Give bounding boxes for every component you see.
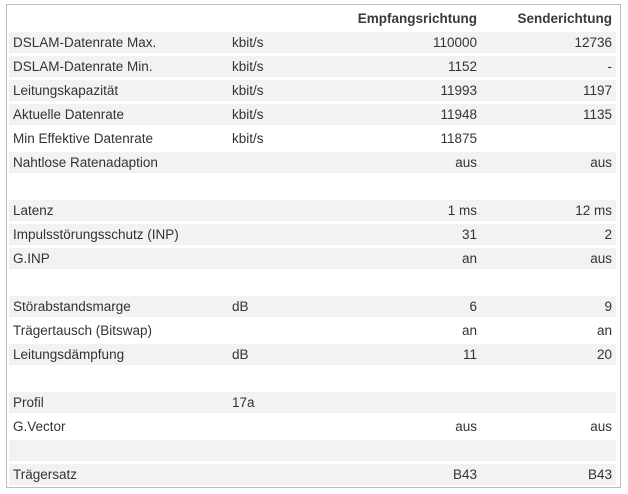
row-downstream-value: aus <box>338 152 481 173</box>
row-unit: dB <box>228 344 338 365</box>
row-unit: kbit/s <box>228 128 338 149</box>
row-downstream-value: aus <box>338 416 481 437</box>
row-label: Trägertausch (Bitswap) <box>9 320 228 341</box>
row-label: G.INP <box>9 248 228 269</box>
row-unit: kbit/s <box>228 32 338 53</box>
row-unit <box>228 368 338 389</box>
row-unit <box>228 272 338 293</box>
table-row <box>9 272 616 293</box>
table-row <box>9 176 616 197</box>
row-downstream-value <box>338 440 481 461</box>
dsl-line-table <box>9 5 616 488</box>
row-downstream-value: an <box>338 248 481 269</box>
row-label: Aktuelle Datenrate <box>9 104 228 125</box>
row-label: Nahtlose Ratenadaption <box>9 152 228 173</box>
table-row <box>9 128 616 149</box>
row-downstream-value <box>338 272 481 293</box>
table-row <box>9 416 616 437</box>
row-upstream-value <box>481 272 616 293</box>
row-unit <box>228 248 338 269</box>
row-downstream-value <box>338 392 481 413</box>
row-label: Impulsstörungsschutz (INP) <box>9 224 228 245</box>
header-upstream: Senderichtung <box>481 8 616 29</box>
table-row <box>9 344 616 365</box>
row-upstream-value: aus <box>481 416 616 437</box>
row-unit <box>228 176 338 197</box>
table-body <box>9 32 616 485</box>
row-downstream-value: an <box>338 320 481 341</box>
row-downstream-value: 11875 <box>338 128 481 149</box>
header-unit <box>228 8 338 29</box>
row-label <box>9 272 228 293</box>
row-unit: kbit/s <box>228 80 338 101</box>
header-downstream: Empfangsrichtung <box>338 8 481 29</box>
row-upstream-value <box>481 176 616 197</box>
row-upstream-value <box>481 128 616 149</box>
row-unit <box>228 224 338 245</box>
row-downstream-value <box>338 368 481 389</box>
row-unit <box>228 320 338 341</box>
row-label: Leitungsdämpfung <box>9 344 228 365</box>
row-unit <box>228 416 338 437</box>
row-label <box>9 176 228 197</box>
row-upstream-value: aus <box>481 248 616 269</box>
row-upstream-value: B43 <box>481 464 616 485</box>
row-downstream-value: 11948 <box>338 104 481 125</box>
row-label: Störabstandsmarge <box>9 296 228 317</box>
table-row <box>9 320 616 341</box>
table-header-row <box>9 8 616 29</box>
row-label: Trägersatz <box>9 464 228 485</box>
row-unit <box>228 464 338 485</box>
row-label: DSLAM-Datenrate Max. <box>9 32 228 53</box>
row-downstream-value: 31 <box>338 224 481 245</box>
row-label: G.Vector <box>9 416 228 437</box>
row-upstream-value <box>481 440 616 461</box>
row-label: Latenz <box>9 200 228 221</box>
row-upstream-value: 1197 <box>481 80 616 101</box>
row-label <box>9 368 228 389</box>
table-row <box>9 32 616 53</box>
row-downstream-value <box>338 176 481 197</box>
row-downstream-value: 6 <box>338 296 481 317</box>
table-row <box>9 56 616 77</box>
table-row <box>9 104 616 125</box>
row-unit: kbit/s <box>228 56 338 77</box>
row-unit: 17a <box>228 392 338 413</box>
table-row <box>9 440 616 461</box>
table-row <box>9 80 616 101</box>
table-row <box>9 464 616 485</box>
row-label: Min Effektive Datenrate <box>9 128 228 149</box>
row-upstream-value <box>481 368 616 389</box>
row-downstream-value: 1 ms <box>338 200 481 221</box>
row-upstream-value: 12 ms <box>481 200 616 221</box>
table-row <box>9 296 616 317</box>
row-unit: dB <box>228 296 338 317</box>
row-unit <box>228 200 338 221</box>
row-label: DSLAM-Datenrate Min. <box>9 56 228 77</box>
row-label <box>9 440 228 461</box>
row-upstream-value: - <box>481 56 616 77</box>
row-unit <box>228 440 338 461</box>
table-row <box>9 200 616 221</box>
row-downstream-value: B43 <box>338 464 481 485</box>
row-upstream-value: 12736 <box>481 32 616 53</box>
row-downstream-value: 1152 <box>338 56 481 77</box>
table-row <box>9 152 616 173</box>
row-downstream-value: 11 <box>338 344 481 365</box>
row-label: Profil <box>9 392 228 413</box>
row-upstream-value: an <box>481 320 616 341</box>
row-upstream-value: 20 <box>481 344 616 365</box>
row-downstream-value: 11993 <box>338 80 481 101</box>
row-upstream-value: 1135 <box>481 104 616 125</box>
row-unit: kbit/s <box>228 104 338 125</box>
table-row <box>9 368 616 389</box>
row-upstream-value <box>481 392 616 413</box>
row-upstream-value: aus <box>481 152 616 173</box>
row-unit <box>228 152 338 173</box>
table-row <box>9 224 616 245</box>
table-row <box>9 248 616 269</box>
table-row <box>9 392 616 413</box>
row-downstream-value: 110000 <box>338 32 481 53</box>
row-upstream-value: 9 <box>481 296 616 317</box>
row-upstream-value: 2 <box>481 224 616 245</box>
dsl-info-panel <box>6 4 621 488</box>
header-label <box>9 8 228 29</box>
row-label: Leitungskapazität <box>9 80 228 101</box>
